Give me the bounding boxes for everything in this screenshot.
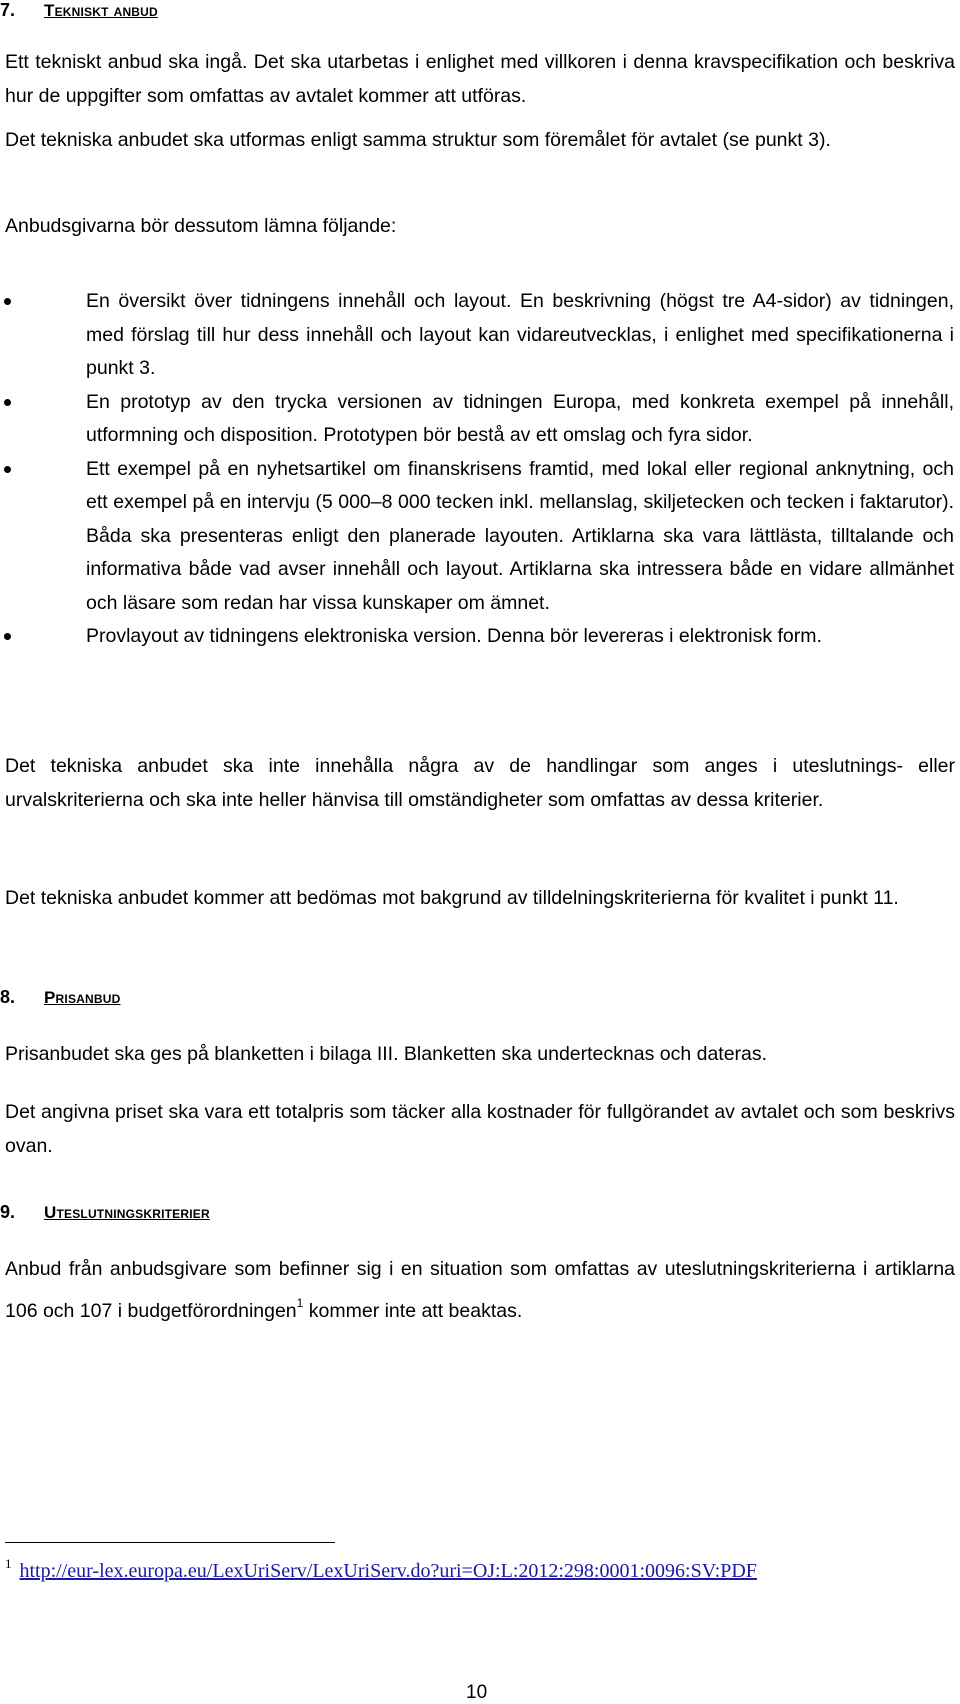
section-title: Prisanbud <box>44 988 121 1007</box>
paragraph: Ett tekniskt anbud ska ingå. Det ska utarbetas i enlighet med villkoren i denna kravspecifikation och beskriva hur de uppgifter som omfattas av avtalet kommer att utföras. <box>5 51 955 107</box>
list-item-text: Ett exempel på en nyhetsartikel om finanskrisens framtid, med lokal eller regional anknytning, och ett exempel på en intervju (5 000–8 000 tecken inkl. mellanslag, skiljetecken och tecken i faktarutor). Båda ska presenteras enligt den planerade layouten. Artiklarna ska vara lättlästa, tilltalande och informativa både vad avser innehåll och layout. Artiklarna ska intressera både en vidare allmänhet och läsare som redan har vissa kunskaper om ämnet. <box>86 457 954 614</box>
bullet-list <box>0 285 955 654</box>
list-item-text: Provlayout av tidningens elektroniska version. Denna bör levereras i elektronisk form. <box>86 625 822 647</box>
section-heading-8 <box>0 987 120 1008</box>
list-item <box>0 386 955 453</box>
list-item-text: En översikt över tidningens innehåll och layout. En beskrivning (högst tre A4-sidor) av tidningen, med förslag till hur dess innehåll och layout kan vidareutvecklas, i enlighet med specifikationerna i punkt 3. <box>86 290 954 379</box>
section-title: Uteslutningskriterier <box>44 1203 210 1222</box>
paragraph: Det tekniska anbudet ska utformas enligt samma struktur som föremålet för avtalet (se punkt 3). <box>5 129 831 151</box>
paragraph-text: kommer inte att beaktas. <box>303 1299 523 1322</box>
section-heading-7 <box>0 0 158 21</box>
section-heading-9 <box>0 1202 210 1223</box>
section-number: 7. <box>0 0 16 20</box>
list-item <box>0 285 955 386</box>
page-number: 10 <box>466 1682 488 1703</box>
bullet-icon <box>4 298 11 305</box>
bullet-icon <box>4 466 11 473</box>
paragraph: Det tekniska anbudet kommer att bedömas mot bakgrund av tilldelningskriterierna för kvalitet i punkt 11. <box>5 887 899 909</box>
footnote-marker: 1 <box>5 1556 12 1571</box>
list-item-text: En prototyp av den trycka versionen av tidningen Europa, med konkreta exempel på innehåll, utformning och disposition. Prototypen bör bestå av ett omslag och fyra sidor. <box>86 390 954 446</box>
list-item <box>0 620 955 654</box>
paragraph: Prisanbudet ska ges på blanketten i bilaga III. Blanketten ska undertecknas och dateras. <box>5 1043 768 1065</box>
paragraph: Det angivna priset ska vara ett totalpris som täcker alla kostnader för fullgörandet av avtalet och som beskrivs ovan. <box>5 1101 955 1157</box>
paragraph <box>5 1253 955 1328</box>
footnote-divider <box>5 1542 335 1543</box>
paragraph: Anbudsgivarna bör dessutom lämna följande: <box>5 215 397 237</box>
section-title: Tekniskt anbud <box>44 1 158 20</box>
section-number: 9. <box>0 1202 16 1222</box>
paragraph-text: Anbud från anbudsgivare som befinner sig i en situation som omfattas av uteslutningskriterierna i artiklarna 106 och 107 i budgetförordningen <box>5 1258 955 1322</box>
paragraph: Det tekniska anbudet ska inte innehålla några av de handlingar som anges i uteslutnings- eller urvalskriterierna och ska inte heller hänvisa till omständigheter som omfattas av dessa kriterier. <box>5 755 955 811</box>
list-item <box>0 453 955 621</box>
section-number: 8. <box>0 987 16 1007</box>
bullet-icon <box>4 399 11 406</box>
footnote-reference[interactable]: 1 <box>296 1295 304 1310</box>
footnote <box>5 1556 757 1583</box>
bullet-icon <box>4 633 11 640</box>
footnote-link[interactable]: http://eur-lex.europa.eu/LexUriServ/LexUriServ.do?uri=OJ:L:2012:298:0001:0096:SV:PDF <box>19 1560 757 1582</box>
